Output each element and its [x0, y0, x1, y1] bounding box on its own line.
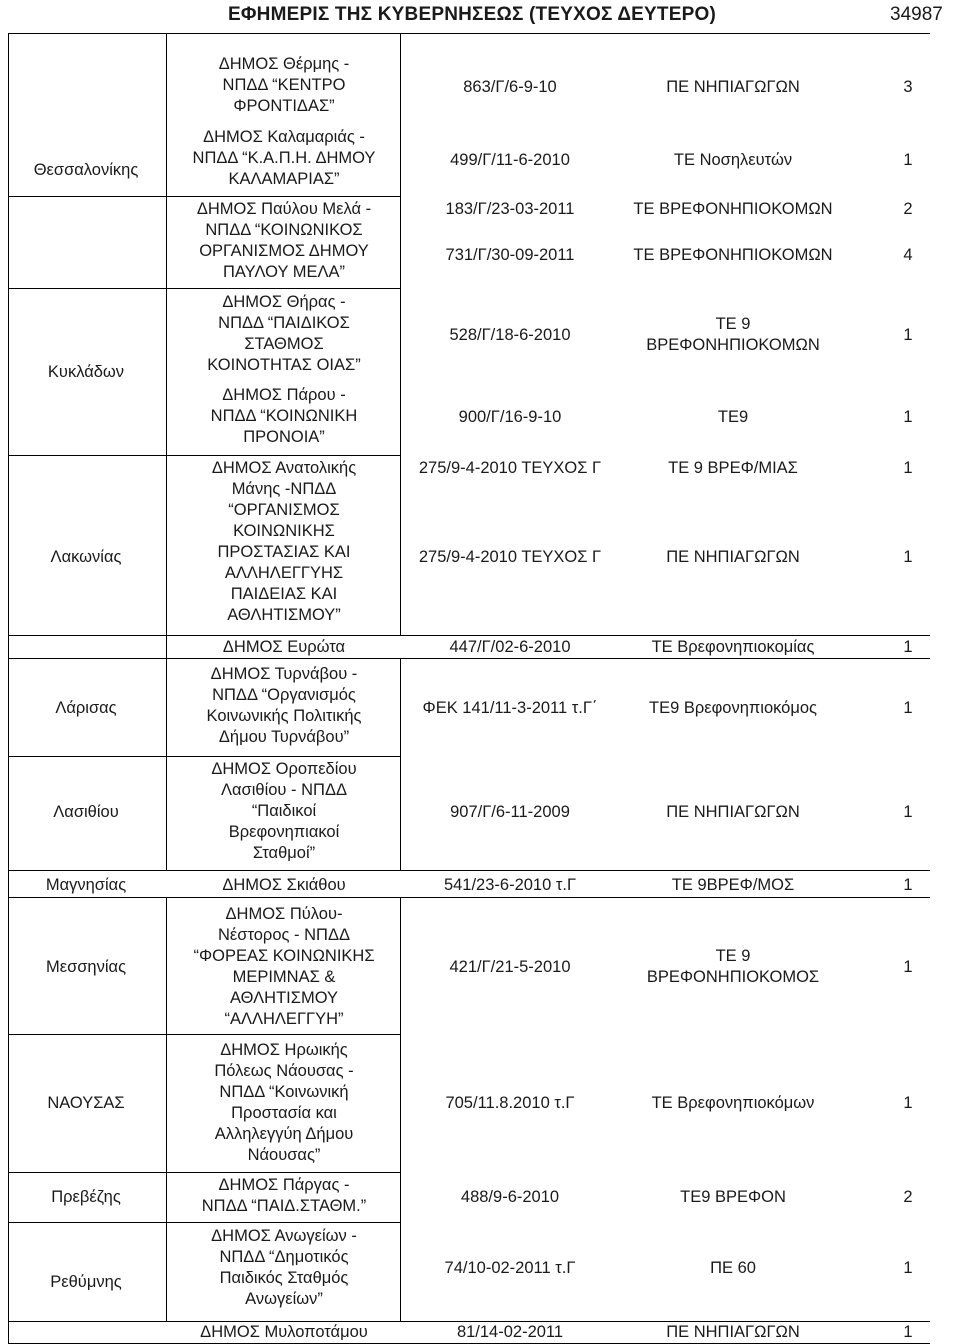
- count-cell: 1: [903, 1259, 913, 1277]
- decision-cell: 907/Γ/6-11-2009: [450, 803, 570, 821]
- municipality-cell: ΔΗΜΟΣ Πύλου- Νέστορος - ΝΠΔΔ “ΦΟΡΕΑΣ ΚΟΙΝΩΝΙΚΗΣ ΜΕΡΙΜΝΑΣ & ΑΘΛΗΤΙΣΜΟΥ “ΑΛΛΗΛΕΓΓΥΗ”: [193, 905, 375, 1028]
- count-cell: 1: [903, 1323, 913, 1341]
- table-top-border: [8, 33, 930, 34]
- count-cell: 1: [903, 459, 913, 477]
- count-cell: 1: [903, 958, 913, 976]
- specialty-cell: ΠΕ 60: [710, 1259, 756, 1277]
- specialty-cell: ΤΕ 9 ΒΡΕΦΟΝΗΠΙΟΚΟΜΟΣ: [646, 947, 820, 986]
- municipality-cell: ΔΗΜΟΣ Σκιάθου: [222, 876, 346, 894]
- region-cell: Λακωνίας: [50, 548, 122, 566]
- count-cell: 1: [903, 699, 913, 717]
- region-cell: Πρεβέζης: [51, 1188, 121, 1206]
- row-divider: [8, 897, 930, 898]
- row-divider: [8, 455, 400, 456]
- specialty-cell: ΤΕ Νοσηλευτών: [673, 151, 793, 169]
- municipality-cell: ΔΗΜΟΣ Τυρνάβου - ΝΠΔΔ “Οργανισμός Κοινωνικής Πολιτικής Δήμου Τυρνάβου”: [206, 665, 362, 746]
- decision-cell: 81/14-02-2011: [456, 1323, 564, 1341]
- municipality-cell: ΔΗΜΟΣ Μυλοποτάμου: [200, 1323, 368, 1341]
- region-cell: Μεσσηνίας: [45, 958, 127, 976]
- row-divider: [8, 1172, 400, 1173]
- decision-cell: 183/Γ/23-03-2011: [445, 200, 575, 218]
- row-divider: [8, 658, 930, 659]
- specialty-cell: ΤΕ Βρεφονηπιοκομίας: [651, 638, 815, 656]
- count-cell: 1: [903, 151, 913, 169]
- decision-cell: 731/Γ/30-09-2011: [445, 246, 575, 264]
- decision-cell: 74/10-02-2011 τ.Γ: [444, 1259, 576, 1277]
- count-cell: 1: [903, 876, 913, 894]
- municipality-cell: ΔΗΜΟΣ Καλαμαριάς - ΝΠΔΔ “Κ.Α.Π.Η. ΔΗΜΟΥ ΚΑΛΑΜΑΡΙΑΣ”: [192, 128, 376, 188]
- municipality-cell: ΔΗΜΟΣ Πάρου - ΝΠΔΔ “ΚΟΙΝΩΝΙΚΗ ΠΡΟΝΟΙΑ”: [210, 386, 358, 446]
- decision-cell: 541/23-6-2010 τ.Γ: [443, 876, 577, 894]
- page-number: 34987: [890, 4, 943, 25]
- region-cell: Ρεθύμνης: [50, 1273, 122, 1291]
- specialty-cell: ΠΕ ΝΗΠΙΑΓΩΓΩΝ: [666, 803, 800, 821]
- specialty-cell: ΤΕ9: [717, 408, 749, 426]
- region-cell: Λάρισας: [55, 699, 117, 717]
- row-divider: [8, 1222, 400, 1223]
- region-cell: Θεσσαλονίκης: [33, 161, 139, 179]
- municipality-cell: ΔΗΜΟΣ Θήρας - ΝΠΔΔ “ΠΑΙΔΙΚΟΣ ΣΤΑΘΜΟΣ ΚΟΙΝΟΤΗΤΑΣ ΟΙΑΣ”: [207, 293, 361, 374]
- specialty-cell: ΠΕ ΝΗΠΙΑΓΩΓΩΝ: [666, 1323, 800, 1341]
- count-cell: 1: [903, 1094, 913, 1112]
- row-divider: [8, 288, 400, 289]
- region-cell: Μαγνησίας: [45, 876, 127, 894]
- count-cell: 1: [903, 548, 913, 566]
- count-cell: 1: [903, 408, 913, 426]
- gazette-title: ΕΦΗΜΕΡΙΣ ΤΗΣ ΚΥΒΕΡΝΗΣΕΩΣ (ΤΕΥΧΟΣ ΔΕΥΤΕΡΟ): [228, 4, 716, 25]
- row-divider: [8, 756, 400, 757]
- specialty-cell: ΤΕ ΒΡΕΦΟΝΗΠΙΟΚΟΜΩΝ: [633, 246, 833, 264]
- specialty-cell: ΤΕ ΒΡΕΦΟΝΗΠΙΟΚΟΜΩΝ: [633, 200, 833, 218]
- region-cell: Κυκλάδων: [47, 363, 125, 381]
- municipality-cell: ΔΗΜΟΣ Ανωγείων - ΝΠΔΔ “Δημοτικός Παιδικός Σταθμός Ανωγείων”: [211, 1227, 357, 1308]
- specialty-cell: ΤΕ9 ΒΡΕΦΟΝ: [680, 1188, 786, 1206]
- decision-cell: 421/Γ/21-5-2010: [449, 958, 571, 976]
- specialty-cell: ΠΕ ΝΗΠΙΑΓΩΓΩΝ: [666, 548, 800, 566]
- count-cell: 1: [903, 638, 913, 656]
- count-cell: 4: [903, 246, 913, 264]
- municipality-cell: ΔΗΜΟΣ Ευρώτα: [222, 638, 346, 656]
- table-left-border: [8, 33, 9, 1343]
- specialty-cell: ΤΕ9 Βρεφονηπιοκόμος: [649, 699, 817, 717]
- municipality-cell: ΔΗΜΟΣ Ηρωικής Πόλεως Νάουσας - ΝΠΔΔ “Κοινωνική Προστασία και Αλληλεγγύη Δήμου Νάουσας”: [214, 1041, 354, 1164]
- decision-cell: 528/Γ/18-6-2010: [449, 326, 571, 344]
- decision-cell: 863/Γ/6-9-10: [463, 78, 557, 96]
- count-cell: 2: [903, 200, 913, 218]
- row-divider: [8, 196, 400, 197]
- municipality-cell: ΔΗΜΟΣ Παύλου Μελά - ΝΠΔΔ “ΚΟΙΝΩΝΙΚΟΣ ΟΡΓΑΝΙΣΜΟΣ ΔΗΜΟΥ ΠΑΥΛΟΥ ΜΕΛΑ”: [196, 200, 372, 281]
- decision-cell: 447/Γ/02-6-2010: [449, 638, 571, 656]
- row-divider: [8, 635, 930, 636]
- decision-cell: ΦΕΚ 141/11-3-2011 τ.Γ΄: [422, 699, 598, 717]
- region-cell: Λασιθίου: [53, 803, 119, 821]
- region-cell: ΝΑΟΥΣΑΣ: [47, 1094, 125, 1112]
- decision-cell: 900/Γ/16-9-10: [458, 408, 562, 426]
- decision-cell: 275/9-4-2010 ΤΕΥΧΟΣ Γ: [418, 548, 602, 566]
- decision-cell: 275/9-4-2010 ΤΕΥΧΟΣ Γ: [418, 459, 602, 477]
- specialty-cell: ΤΕ Βρεφονηπιοκόμων: [651, 1094, 815, 1112]
- row-divider: [8, 1034, 400, 1035]
- count-cell: 2: [903, 1188, 913, 1206]
- specialty-cell: ΤΕ 9ΒΡΕΦ/ΜΟΣ: [671, 876, 795, 894]
- decision-cell: 705/11.8.2010 τ.Γ: [445, 1094, 575, 1112]
- specialty-cell: ΤΕ 9 ΒΡΕΦΟΝΗΠΙΟΚΟΜΩΝ: [646, 315, 820, 354]
- municipality-cell: ΔΗΜΟΣ Θέρμης - ΝΠΔΔ “ΚΕΝΤΡΟ ΦΡΟΝΤΙΔΑΣ”: [218, 55, 350, 115]
- municipality-cell: ΔΗΜΟΣ Πάργας - ΝΠΔΔ “ΠΑΙΔ.ΣΤΑΘΜ.”: [201, 1176, 367, 1215]
- specialty-cell: ΤΕ 9 ΒΡΕΦ/ΜΙΑΣ: [668, 459, 798, 477]
- municipality-cell: ΔΗΜΟΣ Οροπεδίου Λασιθίου - ΝΠΔΔ “Παιδικοί Βρεφονηπιακοί Σταθμοί”: [211, 760, 357, 862]
- count-cell: 1: [903, 326, 913, 344]
- decision-cell: 488/9-6-2010: [460, 1188, 560, 1206]
- municipality-cell: ΔΗΜΟΣ Ανατολικής Μάνης -ΝΠΔΔ “ΟΡΓΑΝΙΣΜΟΣ ΚΟΙΝΩΝΙΚΗΣ ΠΡΟΣΤΑΣΙΑΣ ΚΑΙ ΑΛΛΗΛΕΓΓΥΗΣ ΠΑΙΔΕΙΑΣ ΚΑΙ ΑΘΛΗΤΙΣΜΟΥ”: [211, 459, 357, 624]
- page-header: [0, 0, 960, 32]
- count-cell: 3: [903, 78, 913, 96]
- count-cell: 1: [903, 803, 913, 821]
- row-divider: [8, 870, 930, 871]
- specialty-cell: ΠΕ ΝΗΠΙΑΓΩΓΩΝ: [666, 78, 800, 96]
- decision-cell: 499/Γ/11-6-2010: [450, 151, 570, 169]
